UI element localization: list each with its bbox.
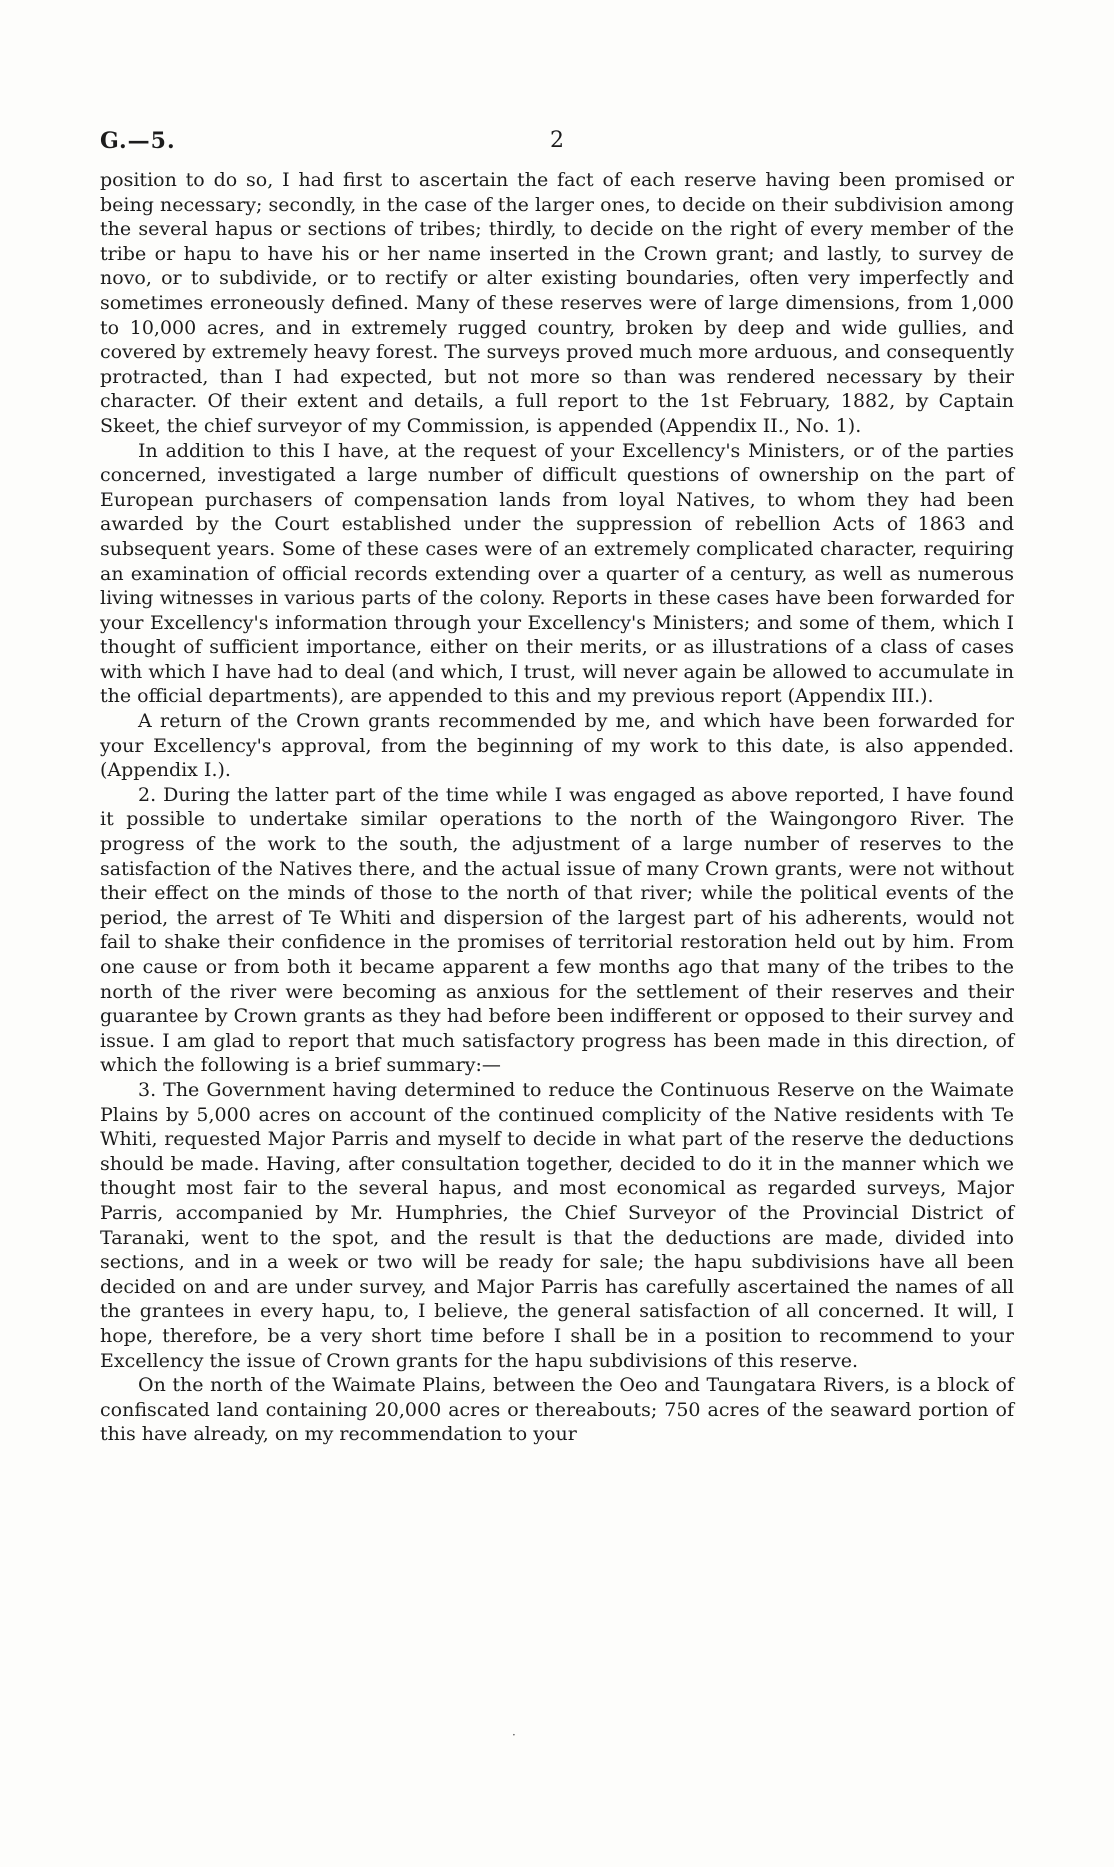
paragraph: position to do so, I had first to ascertain the fact of each reserve having been promised or being necessary; secondly, in the case of the larger ones, to decide on their subdivision among the several hapus or sections of tribes; thirdly, to decide on the right of every member of the tribe or hapu to have his or her name inserted in the Crown grant; and lastly, to survey de novo, or to subdivide, or to rectify or alter existing boundaries, often very imperfectly and sometimes erroneously defined. Many of these reserves were of large dimensions, from 1,000 to 10,000 acres, and in extremely rugged country, broken by deep and wide gullies, and covered by extremely heavy forest. The surveys proved much more arduous, and consequently protracted, than I had expected, but not more so than was rendered necessary by their character. Of their extent and details, a full report to the 1st February, 1882, by Captain Skeet, the chief surveyor of my Commission, is appended (Appendix II., No. 1). [100, 169, 1014, 437]
page-number: 2 [550, 128, 564, 153]
paragraph: 3. The Government having determined to reduce the Continuous Reserve on the Waimate Plains by 5,000 acres on account of the continued complicity of the Native residents with Te Whiti, requested Major Parris and myself to decide in what part of the reserve the deductions should be made. Having, after consultation together, decided to do it in the manner which we thought most fair to the several hapus, and most economical as regarded surveys, Major Parris, accompanied by Mr. Humphries, the Chief Surveyor of the Provincial District of Taranaki, went to the spot, and the result is that the deductions are made, divided into sections, and in a week or two will be ready for sale; the hapu subdivisions have all been decided on and are under survey, and Major Parris has carefully ascertained the names of all the grantees in every hapu, to, I believe, the general satisfaction of all concerned. It will, I hope, therefore, be a very short time before I shall be in a position to recommend to your Excellency the issue of Crown grants for the hapu subdivisions of this reserve. [100, 1078, 1014, 1372]
document-reference: G.—5. [100, 128, 176, 154]
document-body [100, 168, 1014, 1447]
paragraph: A return of the Crown grants recommended by me, and which have been forwarded for your Excellency's approval, from the beginning of my work to this date, is also appended. (Appendix I.). [100, 710, 1014, 782]
paragraph: In addition to this I have, at the request of your Excellency's Ministers, or of the parties concerned, investigated a large number of difficult questions of ownership on the part of European purchasers of compensation lands from loyal Natives, to whom they had been awarded by the Court established under the suppression of rebellion Acts of 1863 and subsequent years. Some of these cases were of an extremely complicated character, requiring an examination of official records extending over a quarter of a century, as well as numerous living witnesses in various parts of the colony. Reports in these cases have been forwarded for your Excellency's information through your Excellency's Ministers; and some of them, which I thought of sufficient importance, either on their merits, or as illustrations of a class of cases with which I have had to deal (and which, I trust, will never again be allowed to accumulate in the official departments), are appended to this and my previous report (Appendix III.). [100, 439, 1014, 708]
footer-mark: · [512, 1728, 516, 1742]
paragraph: On the north of the Waimate Plains, between the Oeo and Taungatara Rivers, is a block of confiscated land containing 20,000 acres or thereabouts; 750 acres of the seaward portion of this have already, on my recommendation to your [100, 1374, 1014, 1446]
page-header [100, 128, 1014, 164]
paragraph: 2. During the latter part of the time while I was engaged as above reported, I have found it possible to undertake similar operations to the north of the Waingongoro River. The progress of the work to the south, the adjustment of a large number of reserves to the satisfaction of the Natives there, and the actual issue of many Crown grants, were not without their effect on the minds of those to the north of that river; while the political events of the period, the arrest of Te Whiti and dispersion of the largest part of his adherents, would not fail to shake their confidence in the promises of territorial restoration held out by him. From one cause or from both it became apparent a few months ago that many of the tribes to the north of the river were becoming as anxious for the settlement of their reserves and their guarantee by Crown grants as they had before been indifferent or opposed to their survey and issue. I am glad to report that much satisfactory progress has been made in this direction, of which the following is a brief summary:— [100, 783, 1014, 1077]
